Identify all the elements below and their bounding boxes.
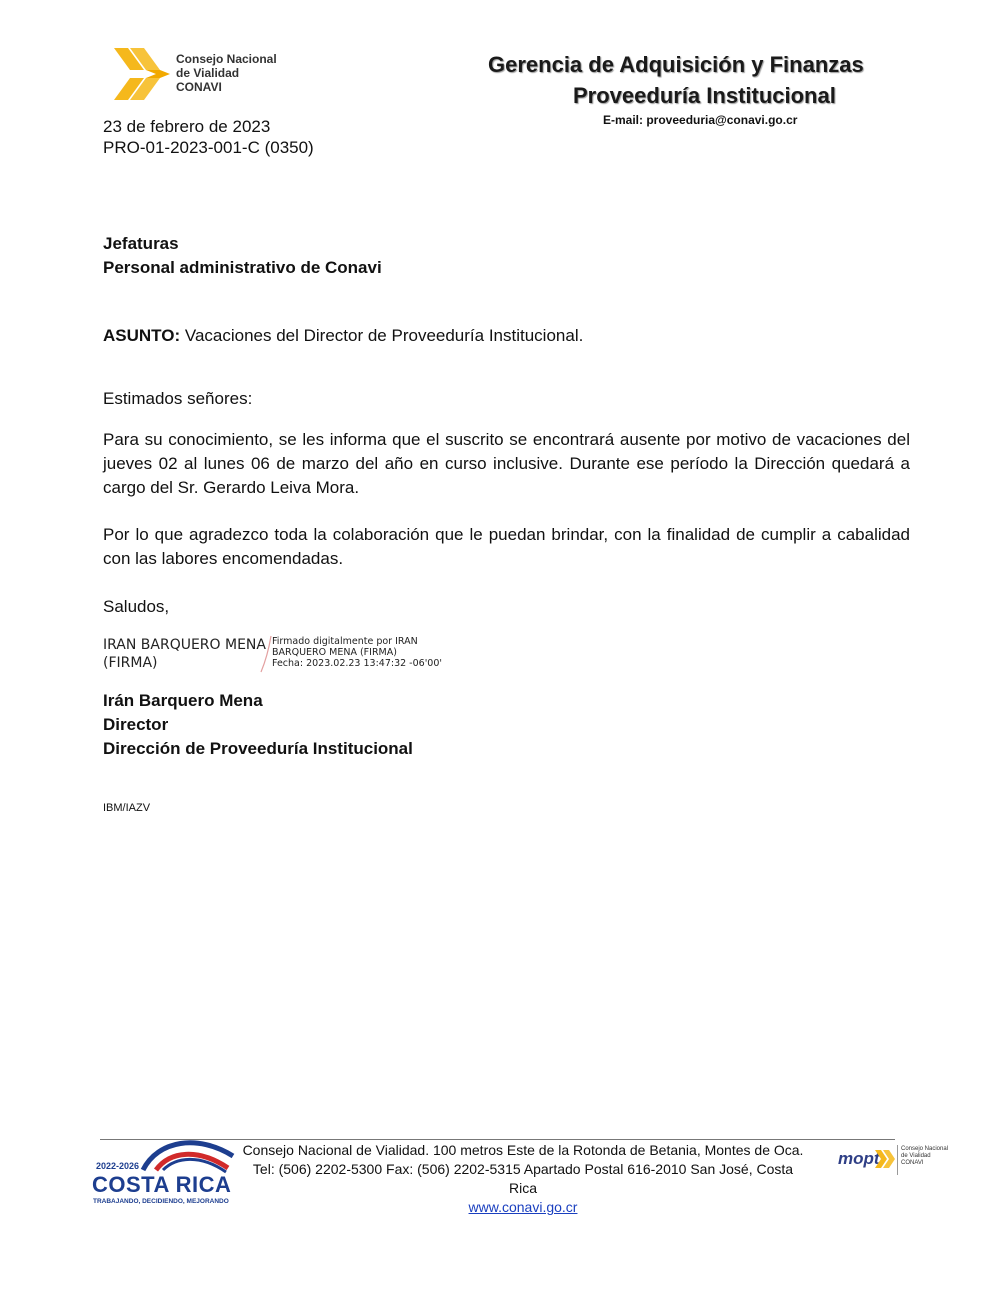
- paragraph-1: Para su conocimiento, se les informa que el suscrito se encontrará ausente por motivo de vacaciones del jueves 02 al lunes 06 de marzo del año en curso inclusive. Durante ese período la Dirección quedará a cargo del Sr. Gerardo Leiva Mora.: [103, 430, 910, 497]
- signatory-name: Irán Barquero Mena: [103, 691, 263, 710]
- greeting: Estimados señores:: [103, 389, 253, 408]
- initials: IBM/IAZV: [103, 802, 151, 814]
- costa-rica-logo: [88, 1134, 238, 1210]
- mopt-sub-line-1: Consejo Nacional: [901, 1146, 949, 1152]
- footer-line-2: Tel: (506) 2202-5300 Fax: (506) 2202-5315 Apartado Postal 616-2010 San José, Costa Rica: [252, 1161, 794, 1196]
- subject-text: Vacaciones del Director de Proveeduría Institucional.: [180, 326, 584, 345]
- signatory-title: Director: [103, 715, 169, 734]
- header-title-department: Gerencia de Adquisición y Finanzas: [488, 52, 864, 77]
- logo-line-1: Consejo Nacional: [176, 52, 277, 66]
- mopt-sub-line-3: CONAVI: [901, 1160, 924, 1166]
- logo-line-2: de Vialidad: [176, 66, 240, 80]
- signatory-department: Dirección de Proveeduría Institucional: [103, 739, 413, 758]
- subject-line: [103, 324, 583, 348]
- signatory: [103, 689, 413, 761]
- conavi-chevron-icon: [112, 44, 174, 104]
- footer-website-link[interactable]: www.conavi.go.cr: [468, 1199, 578, 1215]
- subject-label: ASUNTO:: [103, 326, 181, 345]
- conavi-logo: [112, 44, 292, 104]
- closing: Saludos,: [103, 597, 170, 616]
- footer-line-1: Consejo Nacional de Vialidad. 100 metros Este de la Rotonda de Betania, Montes de Oca.: [242, 1142, 804, 1158]
- header-email: E-mail: proveeduria@conavi.go.cr: [603, 113, 798, 127]
- signature-info-line-3: Fecha: 2023.02.23 13:47:32 -06'00': [272, 658, 443, 669]
- signature-info-line-2: BARQUERO MENA (FIRMA): [272, 647, 397, 658]
- logo-line-3: CONAVI: [176, 80, 222, 94]
- mopt-sub-line-2: de Vialidad: [901, 1153, 931, 1159]
- costa-rica-years: 2022-2026: [96, 1161, 140, 1171]
- mopt-logo: [836, 1143, 949, 1177]
- footer-address: [240, 1141, 806, 1217]
- mopt-chevron-icon: [874, 1149, 896, 1169]
- recipient-line-1: Jefaturas: [103, 234, 179, 253]
- recipients: [103, 232, 382, 280]
- recipient-line-2: Personal administrativo de Conavi: [103, 258, 382, 277]
- paragraph-2: Por lo que agradezco toda la colaboración que le puedan brindar, con la finalidad de cumplir a cabalidad con las labores encomendadas.: [103, 525, 910, 568]
- mopt-label: mopt: [838, 1149, 880, 1168]
- letter-reference: PRO-01-2023-001-C (0350): [103, 138, 314, 157]
- signature-info-line-1: Firmado digitalmente por IRAN: [272, 636, 418, 647]
- header-title-unit: Proveeduría Institucional: [573, 83, 836, 108]
- letter-meta: [103, 116, 314, 158]
- letter-date: 23 de febrero de 2023: [103, 117, 271, 136]
- signature-name-line-1: IRAN BARQUERO MENA: [103, 637, 266, 653]
- costa-rica-name: COSTA RICA: [92, 1172, 232, 1197]
- costa-rica-tagline: TRABAJANDO, DECIDIENDO, MEJORANDO: [93, 1198, 229, 1205]
- signature-stroke-icon: [259, 634, 273, 674]
- digital-signature: [103, 634, 443, 674]
- signature-name-line-2: (FIRMA): [103, 655, 158, 671]
